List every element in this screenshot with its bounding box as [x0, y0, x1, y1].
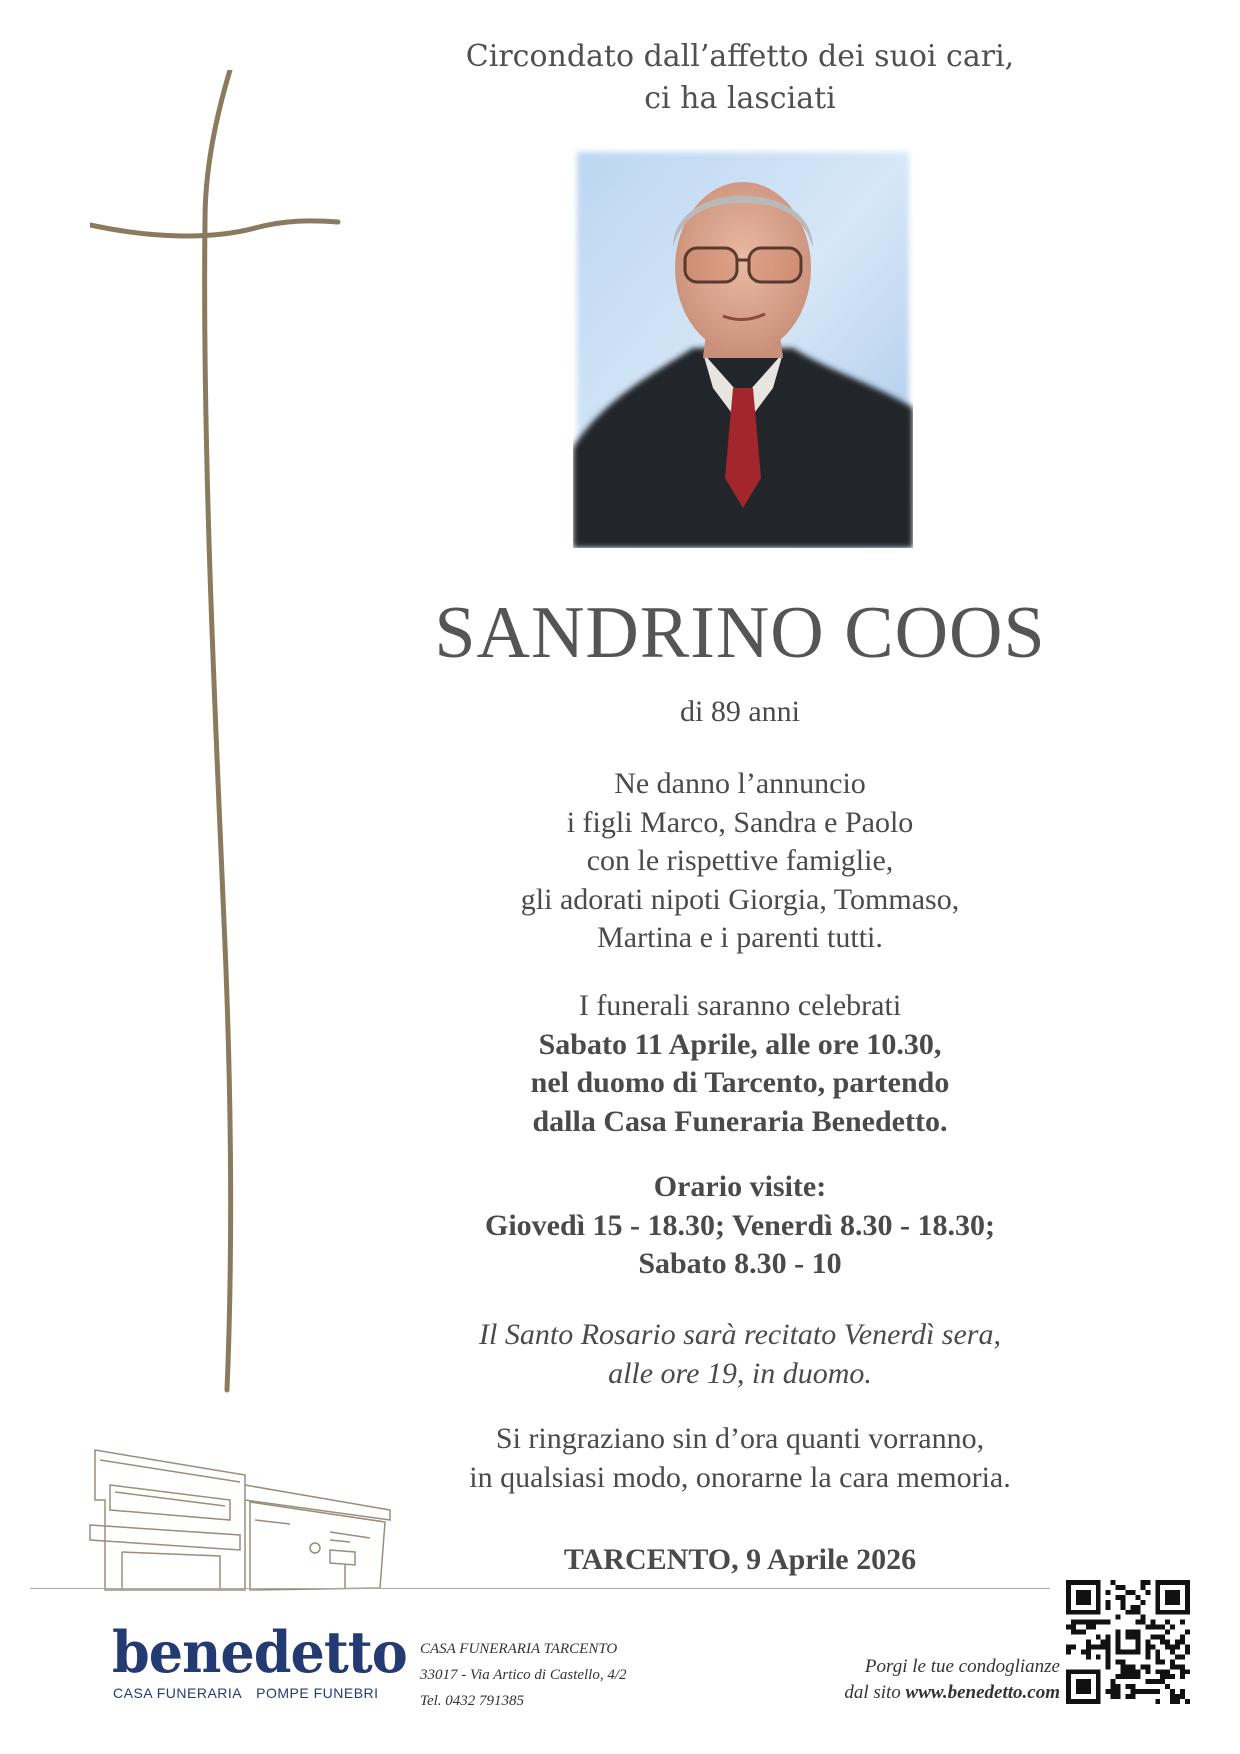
announcement-line: Martina e i parenti tutti.: [597, 921, 883, 954]
website-link[interactable]: www.benedetto.com: [905, 1682, 1060, 1703]
announcement-line: i figli Marco, Sandra e Paolo: [566, 805, 914, 839]
condolence-line: [760, 1680, 1060, 1706]
announcement-line: Ne danno l’annuncio: [614, 767, 866, 800]
logo-sub-pompe: POMPE FUNEBRI: [256, 1685, 379, 1701]
thanks-line: in qualsiasi modo, onorarne la cara memoria.: [469, 1460, 1011, 1494]
address-line: Tel. 0432 791385: [420, 1693, 525, 1709]
condolence-text: [760, 1654, 1060, 1706]
funeral-home-address: [420, 1636, 627, 1714]
announcement-line: con le rispettive famiglie,: [586, 844, 894, 877]
building-icon: [30, 1440, 410, 1600]
funeral-line: dalla Casa Funeraria Benedetto.: [532, 1104, 948, 1138]
footer-divider: [30, 1588, 1050, 1589]
rosary-line: alle ore 19, in duomo.: [608, 1356, 872, 1390]
thanks-line: Si ringraziano sin d’ora quanti vorranno,: [495, 1422, 985, 1455]
intro-line: Circondato dall’affetto dei suoi cari,: [465, 39, 1015, 74]
announcement-paragraph: [400, 765, 1080, 958]
announcement-line: gli adorati nipoti Giorgia, Tommaso,: [520, 882, 960, 916]
intro-line: ci ha lasciati: [644, 81, 836, 116]
visits-line: Sabato 8.30 - 10: [638, 1247, 842, 1280]
logo-subtitle: [113, 1685, 379, 1701]
qr-code-icon[interactable]: [1066, 1580, 1190, 1704]
portrait-photo: [573, 148, 913, 548]
benedetto-logo: benedetto: [112, 1618, 407, 1686]
address-line: 33017 - Via Artico di Castello, 4/2: [420, 1667, 627, 1683]
deceased-age: di 89 anni: [680, 695, 800, 728]
cross-icon: [90, 70, 350, 1410]
condolence-line: Porgi le tue condoglianze: [864, 1656, 1060, 1677]
logo-sub-casa: CASA FUNERARIA: [113, 1685, 243, 1701]
funeral-line: Sabato 11 Aprile, alle ore 10.30,: [538, 1027, 942, 1061]
deceased-name: SANDRINO COOS: [434, 592, 1046, 674]
funeral-line: nel duomo di Tarcento, partendo: [530, 1066, 950, 1099]
thanks-paragraph: [400, 1420, 1080, 1497]
visits-line: Giovedì 15 - 18.30; Venerdì 8.30 - 18.30;: [485, 1208, 995, 1242]
visits-title: Orario visite:: [653, 1170, 827, 1203]
address-line: CASA FUNERARIA TARCENTO: [420, 1641, 618, 1657]
condolence-prefix: dal sito: [844, 1682, 906, 1703]
funeral-intro: I funerali saranno celebrati: [578, 989, 902, 1022]
rosary-paragraph: [400, 1316, 1080, 1393]
place-date: TARCENTO, 9 Aprile 2026: [563, 1543, 917, 1576]
rosary-line: Il Santo Rosario sarà recitato Venerdì sera,: [479, 1318, 1001, 1351]
visits-paragraph: [400, 1168, 1080, 1284]
intro-text: [400, 36, 1080, 120]
funeral-paragraph: [400, 987, 1080, 1141]
